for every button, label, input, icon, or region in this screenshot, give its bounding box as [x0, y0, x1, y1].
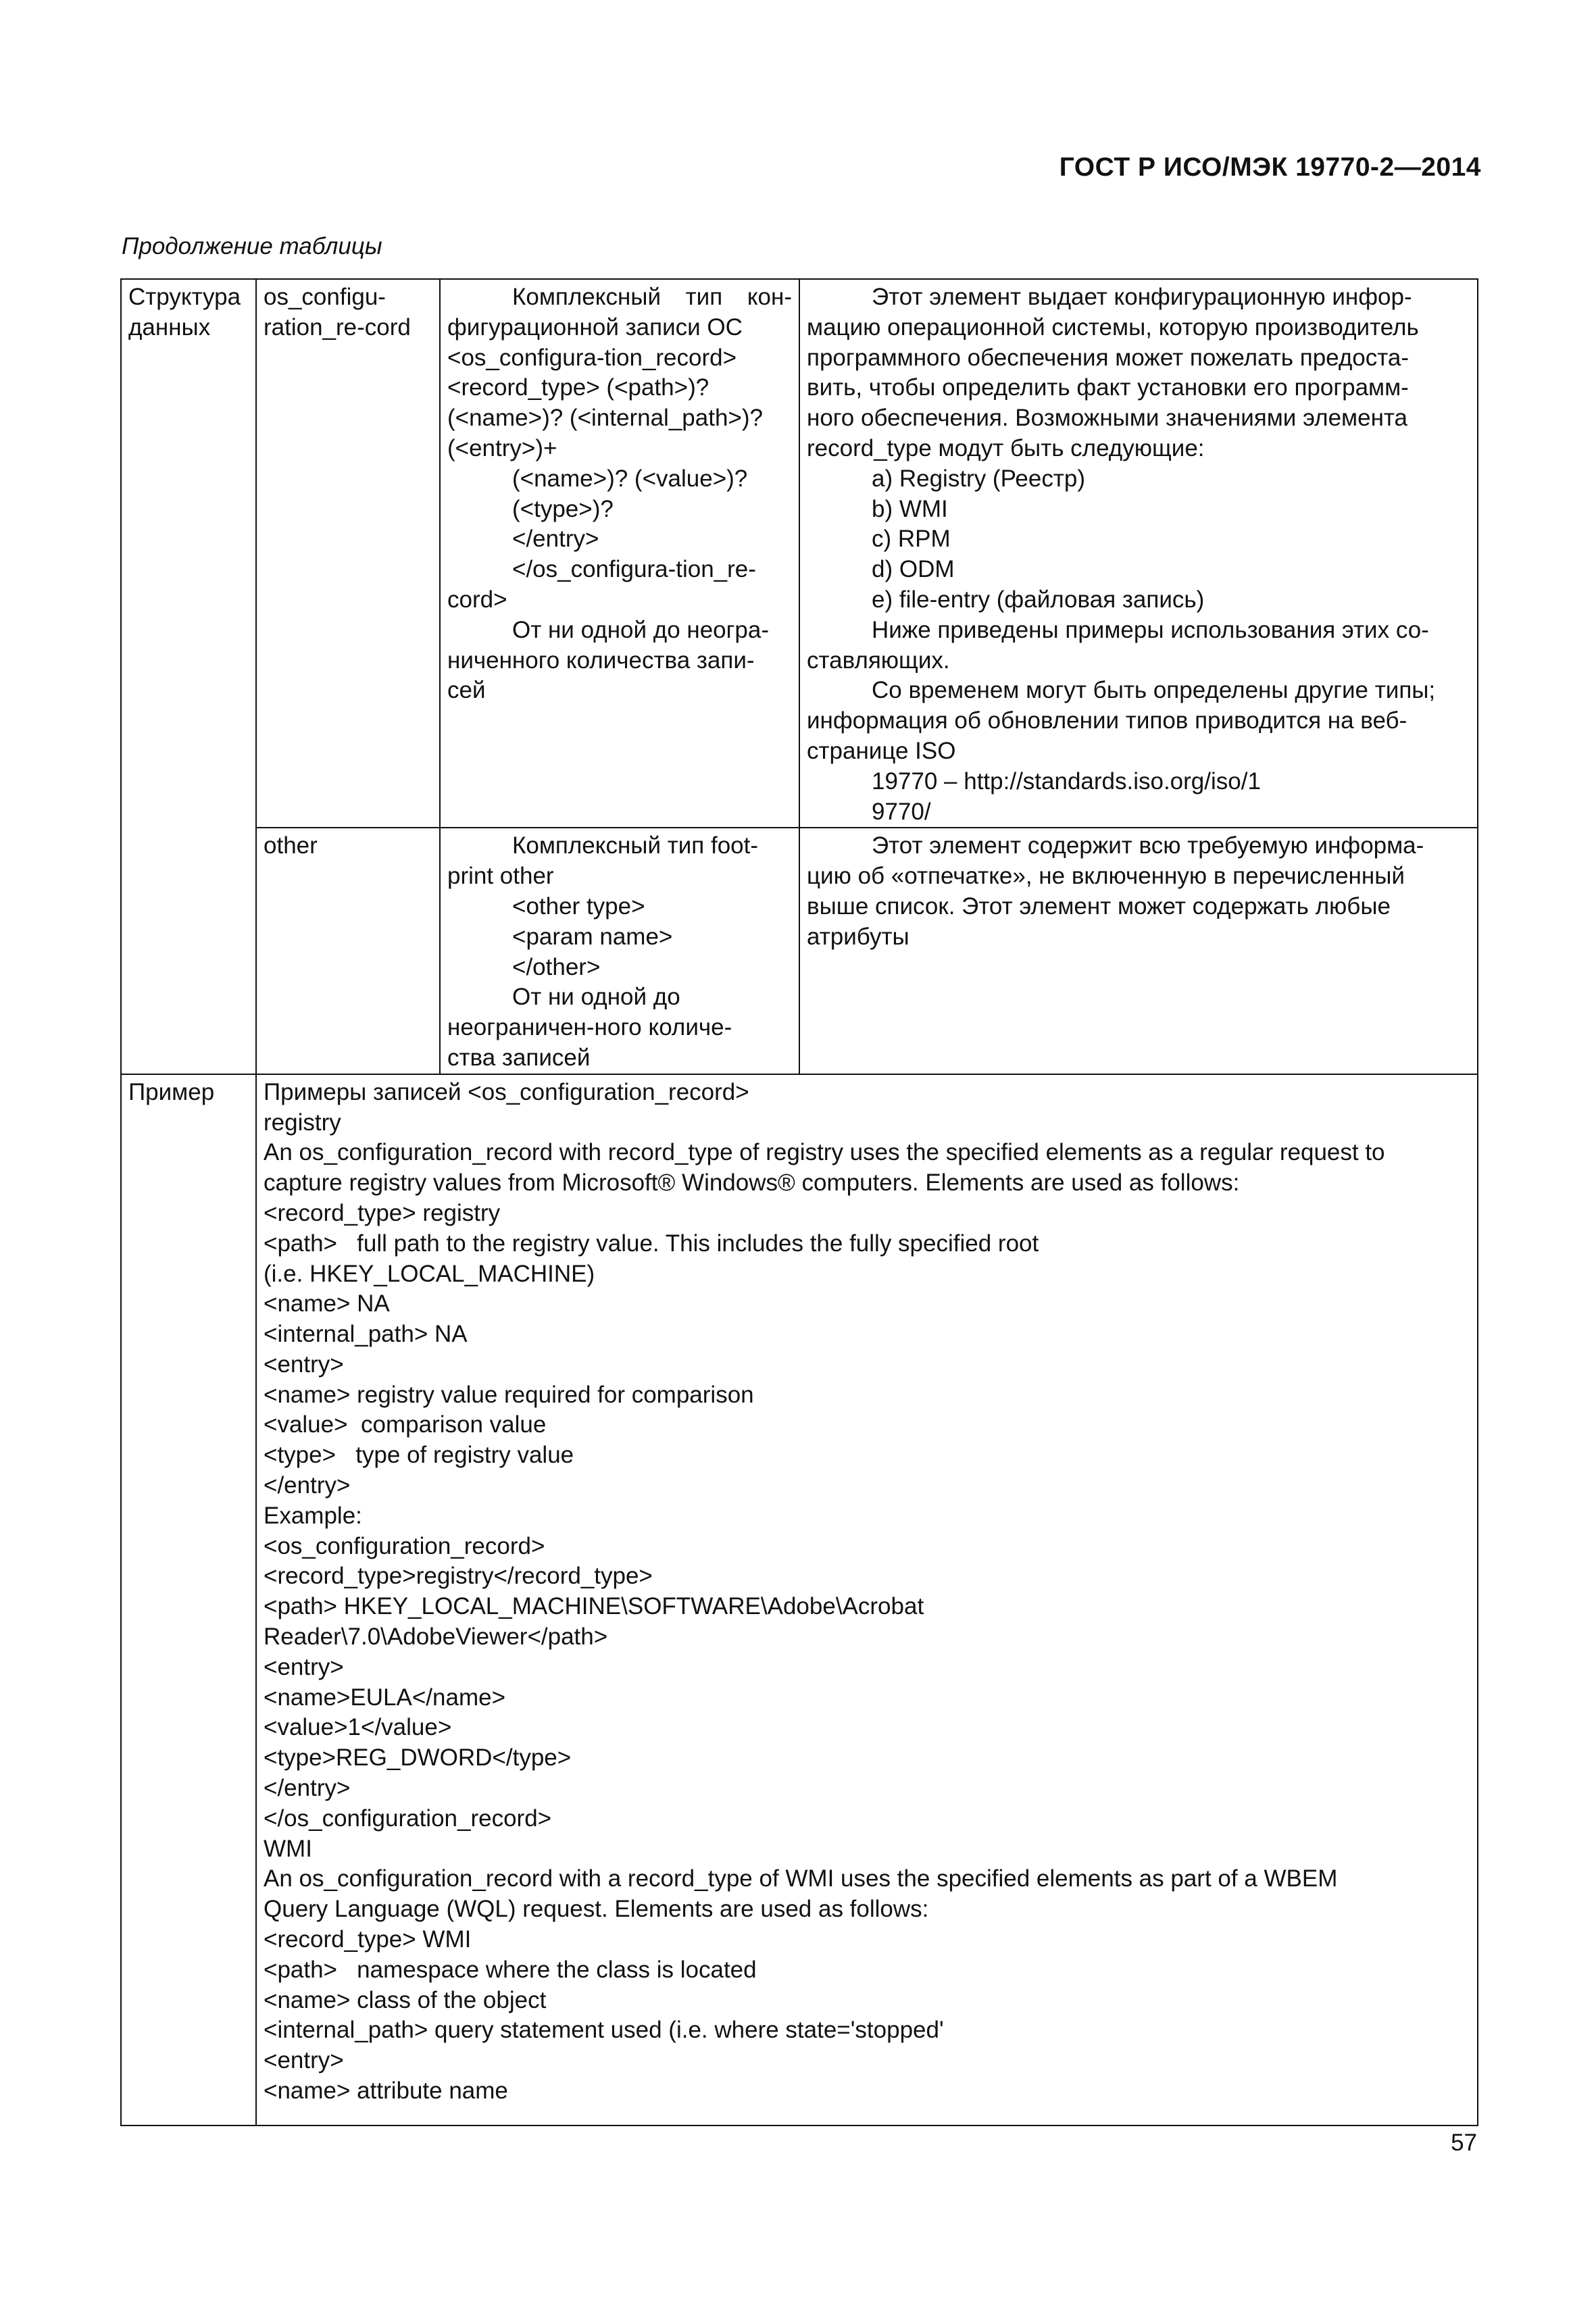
text-line: ставляющих. — [807, 647, 950, 674]
table-row — [121, 279, 1478, 828]
text-line: <other type> — [512, 892, 645, 920]
example-line: <internal_path> NA — [264, 1321, 468, 1348]
text-line: record_type модут быть следующие: — [807, 434, 1205, 461]
text-line: информация об обновлении типов приводится на веб- — [807, 707, 1407, 734]
list-item: a) Registry (Реестр) — [872, 465, 1085, 492]
text-line: <record_type> (<path>)? — [447, 374, 709, 401]
text-line: вить, чтобы определить факт установки его программ- — [807, 374, 1409, 401]
text-line: <param name> — [512, 923, 673, 950]
row-label-structure: данных — [128, 313, 211, 341]
example-line: capture registry values from Microsoft® Windows® computers. Elements are used as follows: — [264, 1169, 1240, 1197]
text-line: ства записей — [447, 1044, 591, 1071]
text-line: print other — [447, 863, 554, 890]
text-line: странице ISO — [807, 737, 956, 764]
text-line: ниченного количества запи- — [447, 647, 755, 674]
table-row — [121, 828, 1478, 1074]
example-line: <name> class of the object — [264, 1986, 547, 2013]
example-cell — [256, 1074, 1478, 2126]
element-name: ration_re-cord — [264, 313, 411, 341]
text-line: ного обеспечения. Возможными значениями элемента — [807, 405, 1408, 432]
text-line: cord> — [447, 586, 507, 613]
example-line: </entry> — [264, 1472, 351, 1499]
example-line: registry — [264, 1109, 341, 1136]
example-line: <path> HKEY_LOCAL_MACHINE\SOFTWARE\Adobe\Acrobat — [264, 1593, 924, 1620]
element-name-cell — [256, 279, 440, 828]
list-item: e) file-entry (файловая запись) — [872, 586, 1205, 613]
text-line: </os_configura-tion_re- — [512, 556, 756, 583]
example-line: <type> type of registry value — [264, 1442, 574, 1469]
element-type-cell — [440, 828, 799, 1074]
text-line: Этот элемент выдает конфигурационную инфор- — [872, 284, 1412, 310]
text-line: выше список. Этот элемент может содержать любые — [807, 892, 1391, 920]
row-label-cell — [121, 1074, 256, 2126]
example-line: <value> comparison value — [264, 1411, 547, 1438]
text-line: (<name>)? (<internal_path>)? — [447, 405, 763, 432]
text-line: </entry> — [512, 526, 599, 553]
example-line: <entry> — [264, 1653, 344, 1680]
example-line: <name> NA — [264, 1290, 390, 1317]
example-line: (i.e. HKEY_LOCAL_MACHINE) — [264, 1260, 595, 1287]
example-line: <record_type> registry — [264, 1199, 501, 1226]
text-line: мацию операционной системы, которую производитель — [807, 313, 1419, 341]
example-line: <name> attribute name — [264, 2078, 508, 2105]
text-line: неограничен-ного количе- — [447, 1014, 732, 1041]
example-line: </entry> — [264, 1775, 351, 1802]
text-line: От ни одной до — [512, 984, 680, 1011]
text-line: От ни одной до неогра- — [512, 616, 769, 643]
example-line: <entry> — [264, 1351, 344, 1378]
table-caption: Продолжение таблицы — [122, 233, 382, 259]
document-header: ГОСТ Р ИСО/МЭК 19770-2—2014 — [1059, 153, 1481, 182]
text-line: атрибуты — [807, 923, 909, 950]
text-line: </other> — [512, 953, 601, 980]
example-line: An os_configuration_record with a record_type of WMI uses the specified elements as part of a WBEM — [264, 1865, 1338, 1892]
example-line: WMI — [264, 1835, 312, 1862]
text-line: Комплексный тип foot- — [512, 832, 759, 859]
example-line: <record_type>registry</record_type> — [264, 1563, 653, 1590]
example-line: <record_type> WMI — [264, 1926, 472, 1953]
text-line: <os_configura-tion_record> — [447, 344, 737, 371]
example-line: Примеры записей <os_configuration_record> — [264, 1078, 749, 1105]
link-text: 19770 – http://standards.iso.org/iso/1 — [872, 768, 1261, 795]
row-label-example: Пример — [128, 1078, 215, 1105]
text-line: цию об «отпечатке», не включенную в перечисленный — [807, 863, 1405, 890]
example-line: <path> full path to the registry value. This includes the fully specified root — [264, 1230, 1039, 1257]
text-line: (<type>)? — [512, 495, 614, 522]
element-name: other — [264, 832, 318, 859]
text-line: (<name>)? (<value>)? — [512, 465, 748, 492]
list-item: b) WMI — [872, 495, 948, 522]
table-row — [121, 1074, 1478, 2126]
example-line: <internal_path> query statement used (i.e. where state='stopped' — [264, 2017, 944, 2044]
page-number: 57 — [1451, 2130, 1477, 2156]
element-description-cell — [799, 828, 1478, 1074]
example-line: <os_configuration_record> — [264, 1532, 545, 1559]
element-description-cell — [799, 279, 1478, 828]
example-line: </os_configuration_record> — [264, 1805, 552, 1832]
example-line: <entry> — [264, 2047, 344, 2074]
example-text — [264, 1078, 1470, 2107]
example-line: <type>REG_DWORD</type> — [264, 1744, 572, 1771]
row-label-structure: Структура — [128, 284, 241, 310]
text-line: Со временем могут быть определены другие типы; — [872, 677, 1436, 704]
link-text: 9770/ — [872, 798, 931, 825]
list-item: c) RPM — [872, 526, 951, 553]
example-line: <name>EULA</name> — [264, 1684, 506, 1711]
example-line: <value>1</value> — [264, 1714, 452, 1741]
text-line: (<entry>)+ — [447, 434, 557, 461]
example-line: Query Language (WQL) request. Elements are used as follows: — [264, 1896, 929, 1923]
element-name-cell — [256, 828, 440, 1074]
element-type-cell — [440, 279, 799, 828]
example-line: <name> registry value required for comparison — [264, 1381, 754, 1408]
text-line: Этот элемент содержит всю требуемую информа- — [872, 832, 1424, 859]
example-line: Reader\7.0\AdobeViewer</path> — [264, 1624, 608, 1651]
text-line: сей — [447, 677, 486, 704]
text-line: Ниже приведены примеры использования этих со- — [872, 616, 1429, 643]
example-line: An os_configuration_record with record_type of registry uses the specified elements as a regular request to — [264, 1139, 1385, 1166]
element-name: os_configu- — [264, 284, 386, 310]
example-line: <path> namespace where the class is located — [264, 1956, 757, 1983]
spec-table — [120, 278, 1478, 2126]
row-label-cell — [121, 279, 256, 1074]
text-line: программного обеспечения может пожелать предоста- — [807, 344, 1409, 371]
list-item: d) ODM — [872, 556, 955, 583]
text-line: Комплексный тип кон- фигурационной записи ОС — [447, 284, 792, 341]
example-line: Example: — [264, 1502, 362, 1529]
